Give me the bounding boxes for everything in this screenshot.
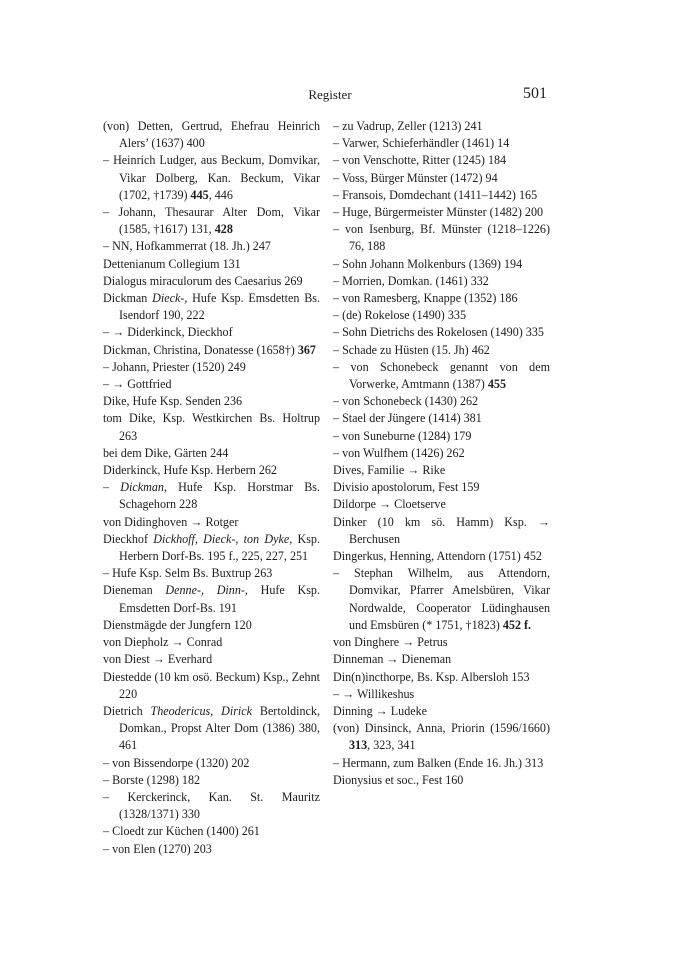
entry-text: Dingerkus, Henning, Attendorn (1751) 452 xyxy=(333,549,542,564)
index-entry xyxy=(333,393,550,410)
entry-text: – von Suneburne (1284) 179 xyxy=(333,428,472,443)
index-entry xyxy=(333,152,550,169)
index-entry xyxy=(333,720,550,754)
entry-text: – → Diderkinck, Dieckhof xyxy=(103,325,233,340)
index-entry xyxy=(103,204,320,238)
index-entry xyxy=(333,479,550,496)
index-entry xyxy=(333,410,550,427)
index-entry xyxy=(333,445,550,462)
index-entry xyxy=(103,634,320,651)
entry-text: – Huge, Bürgermeister Münster (1482) 200 xyxy=(333,205,544,220)
entry-text: – von Schonebeck (1430) 262 xyxy=(333,394,479,409)
index-entry xyxy=(103,462,320,479)
index-entry xyxy=(103,755,320,772)
index-entry xyxy=(103,445,320,462)
index-entry xyxy=(103,651,320,668)
entry-text: Dieck-, xyxy=(152,291,188,306)
entry-text: – → Gottfried xyxy=(103,377,172,392)
entry-text: Dinning → Ludeke xyxy=(333,703,428,718)
index-entry xyxy=(103,669,320,703)
index-entry xyxy=(103,393,320,410)
entry-text: Din(n)incthorpe, Bs. Ksp. Albersloh 153 xyxy=(333,669,530,684)
index-entry xyxy=(103,152,320,204)
entry-text: – Stael der Jüngere (1414) 381 xyxy=(333,411,482,426)
index-entry xyxy=(333,634,550,651)
entry-text: Dietrich xyxy=(103,703,151,718)
index-entry xyxy=(333,324,550,341)
entry-text: Dieneman xyxy=(103,583,166,598)
index-column-right xyxy=(333,118,550,789)
entry-text: Dieckhof xyxy=(103,531,154,546)
entry-text: – → Willikeshus xyxy=(333,686,415,701)
entry-text: , Hufe Ksp. Horstmar Bs. Schagehorn 228 xyxy=(119,480,320,512)
entry-text: Diestedde (10 km osö. Beckum) Ksp., Zehnt 220 xyxy=(103,669,320,701)
index-entry xyxy=(103,582,320,616)
entry-text: – Fransois, Domdechant (1411–1442) 165 xyxy=(333,187,538,202)
index-entry xyxy=(103,823,320,840)
entry-text: 313 xyxy=(349,738,368,753)
index-entry xyxy=(333,204,550,221)
entry-text: (von) Dinsinck, Anna, Priorin (1596/1660) xyxy=(333,721,550,736)
entry-text: , Ksp. Herbern Dorf-Bs. 195 f., 225, 227, 251 xyxy=(119,531,320,564)
index-entry xyxy=(103,410,320,444)
entry-text: – (de) Rokelose (1490) 335 xyxy=(333,308,467,323)
index-entry xyxy=(103,290,320,324)
entry-text: tom Dike, Ksp. Westkirchen Bs. Holtrup 263 xyxy=(103,411,320,443)
entry-text: – Morrien, Domkan. (1461) 332 xyxy=(333,273,489,288)
entry-text: , 446 xyxy=(208,187,233,202)
index-entry xyxy=(333,755,550,772)
index-entry xyxy=(103,238,320,255)
entry-text: – Cloedt zur Küchen (1400) 261 xyxy=(103,824,260,839)
index-entry xyxy=(333,428,550,445)
entry-text: – Borste (1298) 182 xyxy=(103,772,201,787)
entry-text: – Hufe Ksp. Selm Bs. Buxtrup 263 xyxy=(103,566,273,581)
index-entry xyxy=(103,359,320,376)
entry-text: – von Venschotte, Ritter (1245) 184 xyxy=(333,153,507,168)
index-entry xyxy=(103,772,320,789)
entry-text: (von) Detten, Gertrud, Ehefrau Heinrich Alers’ (1637) 400 xyxy=(103,119,320,151)
entry-text: Theodericus, Dirick xyxy=(150,703,253,718)
entry-text: – Stephan Wilhelm, aus Attendorn, Domvikar, Pfarrer Amelsbüren, Vikar Nordwalde, Cooperator Lüdinghausen und Emsbüren (* 1751, †1823) xyxy=(333,566,550,632)
index-entry xyxy=(103,514,320,531)
entry-text: von Diepholz → Conrad xyxy=(103,635,223,650)
index-entry xyxy=(333,565,550,634)
index-entry xyxy=(333,118,550,135)
index-entry xyxy=(103,789,320,823)
entry-text: – von Elen (1270) 203 xyxy=(103,841,212,856)
entry-text: , 323, 341 xyxy=(367,738,416,753)
entry-text: Dickman, Christina, Donatesse (1658†) xyxy=(103,342,298,357)
entry-text: – Sohn Johann Molkenburs (1369) 194 xyxy=(333,256,523,271)
entry-text: Dienstmägde der Jungfern 120 xyxy=(103,617,252,632)
entry-text: – von Schonebeck genannt von dem Vorwerke, Amtmann (1387) xyxy=(333,359,550,392)
index-entry xyxy=(333,290,550,307)
entry-text: – zu Vadrup, Zeller (1213) 241 xyxy=(333,119,483,133)
entry-text: 452 f. xyxy=(502,617,532,632)
index-entry xyxy=(333,703,550,720)
entry-text: Dinker (10 km sö. Hamm) Ksp. → Berchusen xyxy=(333,514,550,546)
entry-text: Dickman xyxy=(120,480,164,495)
index-entry xyxy=(333,307,550,324)
entry-text: Dike, Hufe Ksp. Senden 236 xyxy=(103,394,243,409)
entry-text: – von Wulfhem (1426) 262 xyxy=(333,445,465,460)
entry-text: von Didinghoven → Rotger xyxy=(103,514,239,529)
index-entry xyxy=(333,273,550,290)
entry-text: , Hufe Ksp. Emsdetten Dorf-Bs. 191 xyxy=(119,583,320,615)
running-title: Register xyxy=(308,87,352,102)
entry-text: – Johann, Priester (1520) 249 xyxy=(103,359,246,374)
index-entry xyxy=(333,342,550,359)
index-entry xyxy=(333,221,550,255)
entry-text: bei dem Dike, Gärten 244 xyxy=(103,445,229,460)
index-entry xyxy=(333,135,550,152)
entry-text: 445 xyxy=(190,187,209,202)
index-entry xyxy=(103,324,320,341)
entry-text: Denne-, Dinn- xyxy=(165,583,245,598)
index-entry xyxy=(333,651,550,668)
entry-text: Dinneman → Dieneman xyxy=(333,652,452,667)
running-header xyxy=(0,85,700,105)
entry-text: 455 xyxy=(487,377,506,392)
entry-text: Divisio apostolorum, Fest 159 xyxy=(333,480,480,495)
index-entry xyxy=(333,772,550,789)
entry-text: – von Ramesberg, Knappe (1352) 186 xyxy=(333,291,518,306)
index-entry xyxy=(103,703,320,755)
entry-text: von Diest → Everhard xyxy=(103,652,213,667)
index-entry xyxy=(103,479,320,513)
entry-text: 428 xyxy=(214,222,233,237)
entry-text: Bertoldinck, Domkan., Propst Alter Dom (1386) 380, 461 xyxy=(119,703,320,753)
entry-text: – Johann, Thesaurar Alter Dom, Vikar (1585, †1617) 131, xyxy=(103,205,320,237)
index-entry xyxy=(103,565,320,582)
entry-text: – NN, Hofkammerrat (18. Jh.) 247 xyxy=(103,239,271,254)
entry-text: – von Isenburg, Bf. Münster (1218–1226) 76, 188 xyxy=(333,222,550,254)
index-entry xyxy=(103,342,320,359)
entry-text: – von Bissendorpe (1320) 202 xyxy=(103,755,250,770)
index-entry xyxy=(103,376,320,393)
index-entry xyxy=(333,669,550,686)
index-entry xyxy=(333,514,550,548)
entry-text: Hufe Ksp. Emsdetten Bs. Isendorf 190, 222 xyxy=(119,291,320,323)
index-entry xyxy=(333,187,550,204)
entry-text: Dionysius et soc., Fest 160 xyxy=(333,772,464,787)
entry-text: – Sohn Dietrichs des Rokelosen (1490) 335 xyxy=(333,325,544,340)
entry-text: Dickhoff, Dieck-, ton Dyke xyxy=(153,531,290,546)
index-entry xyxy=(333,548,550,565)
index-entry xyxy=(103,118,320,152)
index-entry xyxy=(103,617,320,634)
entry-text: – Kerckerinck, Kan. St. Mauritz (1328/1371) 330 xyxy=(103,789,320,822)
entry-text: Dives, Familie → Rike xyxy=(333,463,446,478)
index-entry xyxy=(103,256,320,273)
index-entry xyxy=(333,686,550,703)
entry-text: Diderkinck, Hufe Ksp. Herbern 262 xyxy=(103,463,277,478)
entry-text: – Voss, Bürger Münster (1472) 94 xyxy=(333,170,498,185)
entry-text: Dialogus miraculorum des Caesarius 269 xyxy=(103,273,303,288)
page-number: 501 xyxy=(523,85,547,102)
index-entry xyxy=(103,841,320,858)
entry-text: – Heinrich Ludger, aus Beckum, Domvikar, Vikar Dolberg, Kan. Beckum, Vikar (1702, †1739) xyxy=(103,153,320,202)
index-entry xyxy=(333,256,550,273)
index-entry xyxy=(103,273,320,290)
index-entry xyxy=(333,359,550,393)
entry-text: von Dinghere → Petrus xyxy=(333,635,448,650)
index-entry xyxy=(103,531,320,565)
entry-text: – Schade zu Hüsten (15. Jh) 462 xyxy=(333,342,490,357)
index-entry xyxy=(333,462,550,479)
entry-text: Dickman xyxy=(103,291,153,306)
entry-text: – xyxy=(103,480,121,495)
entry-text: Dettenianum Collegium 131 xyxy=(103,256,241,271)
index-entry xyxy=(333,170,550,187)
entry-text: 367 xyxy=(297,342,316,357)
entry-text: – Varwer, Schieferhändler (1461) 14 xyxy=(333,136,510,151)
entry-text: Dildorpe → Cloetserve xyxy=(333,497,446,512)
index-column-left xyxy=(103,118,320,858)
entry-text: – Hermann, zum Balken (Ende 16. Jh.) 313 xyxy=(333,755,544,770)
index-entry xyxy=(333,496,550,513)
